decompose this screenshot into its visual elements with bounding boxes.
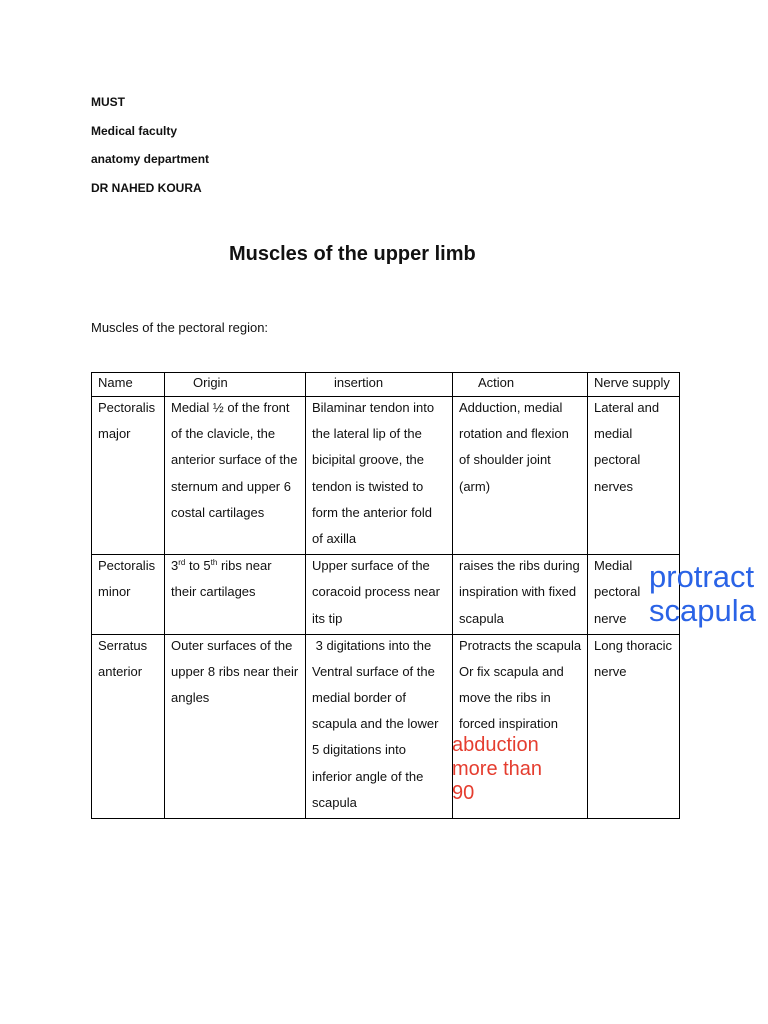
cell-origin xyxy=(165,555,306,635)
cell-text-line: Long thoracic xyxy=(594,637,673,653)
cell-action xyxy=(453,555,588,635)
cell-text-line: nerves xyxy=(594,478,634,494)
table-body xyxy=(92,397,680,819)
text-segment: ribs near xyxy=(217,558,272,574)
annotation-abduction xyxy=(452,733,542,805)
cell-text-line: rotation and flexion xyxy=(459,426,569,442)
cell-text-line: Pectoralis xyxy=(98,558,156,574)
cell-text-line: sternum and upper 6 xyxy=(171,478,291,494)
cell-insertion xyxy=(306,634,453,818)
cell-text-line: inferior angle of the xyxy=(312,768,424,784)
cell-insertion xyxy=(306,397,453,555)
column-header-action: Action xyxy=(453,373,588,397)
cell-text-line: Upper surface of the xyxy=(312,558,430,574)
cell-text-line: angles xyxy=(171,690,210,706)
cell-text-line: forced inspiration xyxy=(459,716,558,732)
annotation-line: 90 xyxy=(452,782,475,804)
document-header xyxy=(91,88,209,203)
column-header-insertion: insertion xyxy=(306,373,453,397)
cell-insertion xyxy=(306,555,453,635)
cell-text-line: (arm) xyxy=(459,478,491,494)
cell-name xyxy=(92,555,165,635)
cell-text-line: of shoulder joint xyxy=(459,452,551,468)
annotation-line: abduction xyxy=(452,734,539,756)
cell-text-line: coracoid process near xyxy=(312,584,440,600)
ordinal-superscript: th xyxy=(210,558,218,568)
cell-name xyxy=(92,397,165,555)
cell-text-line: Ventral surface of the xyxy=(312,663,435,679)
cell-origin xyxy=(165,634,306,818)
cell-text-line: major xyxy=(98,426,131,442)
cell-text-line: Pectoralis xyxy=(98,400,156,415)
cell-text-line: of axilla xyxy=(312,530,357,546)
cell-text-line: scapula and the lower xyxy=(312,716,439,732)
cell-text-line: nerve xyxy=(594,663,627,679)
faculty-name: Medical faculty xyxy=(91,123,178,138)
column-header-name: Name xyxy=(92,373,165,397)
cell-text-line: tendon is twisted to xyxy=(312,478,424,494)
cell-text-line: their cartilages xyxy=(171,584,256,600)
cell-text-line: Serratus xyxy=(98,637,148,653)
cell-text-line: Medial xyxy=(594,558,633,574)
author-name: DR NAHED KOURA xyxy=(91,181,202,196)
cell-text-line: pectoral xyxy=(594,452,641,468)
cell-text-line: upper 8 ribs near their xyxy=(171,663,299,679)
cell-text-line: 3 digitations into the xyxy=(312,637,432,653)
column-header-nerve-supply: Nerve supply xyxy=(588,373,680,397)
cell-text-line: move the ribs in xyxy=(459,690,551,706)
cell-text-line: costal cartilages xyxy=(171,504,265,520)
muscles-table xyxy=(91,372,680,819)
cell-text-line: Outer surfaces of the xyxy=(171,637,293,653)
cell-text-line: Adduction, medial xyxy=(459,400,563,415)
cell-text-line: scapula xyxy=(459,610,504,626)
cell-text-line: medial border of xyxy=(312,690,406,706)
cell-text-line: anterior surface of the xyxy=(171,452,298,468)
cell-text-line: Protracts the scapula xyxy=(459,637,582,653)
cell-text-line: its tip xyxy=(312,610,343,626)
cell-text-line: Medial ½ of the front xyxy=(171,400,290,415)
cell-action xyxy=(453,397,588,555)
column-header-origin: Origin xyxy=(165,373,306,397)
cell-name xyxy=(92,634,165,818)
cell-text-line: Bilaminar tendon into xyxy=(312,400,435,415)
cell-text-line: pectoral xyxy=(594,584,641,600)
university-name: MUST xyxy=(91,95,125,109)
text-segment: 3 xyxy=(171,558,179,574)
document-title: Muscles of the upper limb xyxy=(229,243,476,265)
cell-nerve-supply xyxy=(588,634,680,818)
cell-text-line: form the anterior fold xyxy=(312,504,432,520)
cell-nerve-supply xyxy=(588,397,680,555)
table-row xyxy=(92,397,680,555)
cell-text-line: nerve xyxy=(594,610,627,626)
department-name: anatomy department xyxy=(91,152,210,167)
cell-text-line: anterior xyxy=(98,663,143,679)
cell-text-line: Lateral and xyxy=(594,400,660,415)
cell-text-line xyxy=(171,555,303,581)
cell-origin xyxy=(165,397,306,555)
annotation-line: protract xyxy=(649,559,755,594)
table-row xyxy=(92,634,680,818)
cell-text-line: medial xyxy=(594,426,633,442)
cell-text-line: Or fix scapula and xyxy=(459,663,564,679)
cell-text-line: the lateral lip of the xyxy=(312,426,422,442)
section-heading: Muscles of the pectoral region: xyxy=(91,320,269,335)
cell-text-line: 5 digitations into xyxy=(312,742,406,758)
cell-text-line: minor xyxy=(98,584,131,600)
cell-text-line: scapula xyxy=(312,794,357,810)
cell-text-line: of the clavicle, the xyxy=(171,426,276,442)
annotation-line: more than xyxy=(452,758,543,780)
ordinal-superscript: rd xyxy=(178,558,186,568)
annotation-protract-scapula xyxy=(649,560,756,628)
annotation-line: scapula xyxy=(649,593,756,628)
text-segment: to 5 xyxy=(185,558,211,574)
cell-text-line: bicipital groove, the xyxy=(312,452,425,468)
table-header xyxy=(92,373,680,397)
cell-text-line: inspiration with fixed xyxy=(459,584,577,600)
cell-text-line: raises the ribs during xyxy=(459,558,580,574)
table-header-row xyxy=(92,373,680,397)
table-row xyxy=(92,555,680,635)
